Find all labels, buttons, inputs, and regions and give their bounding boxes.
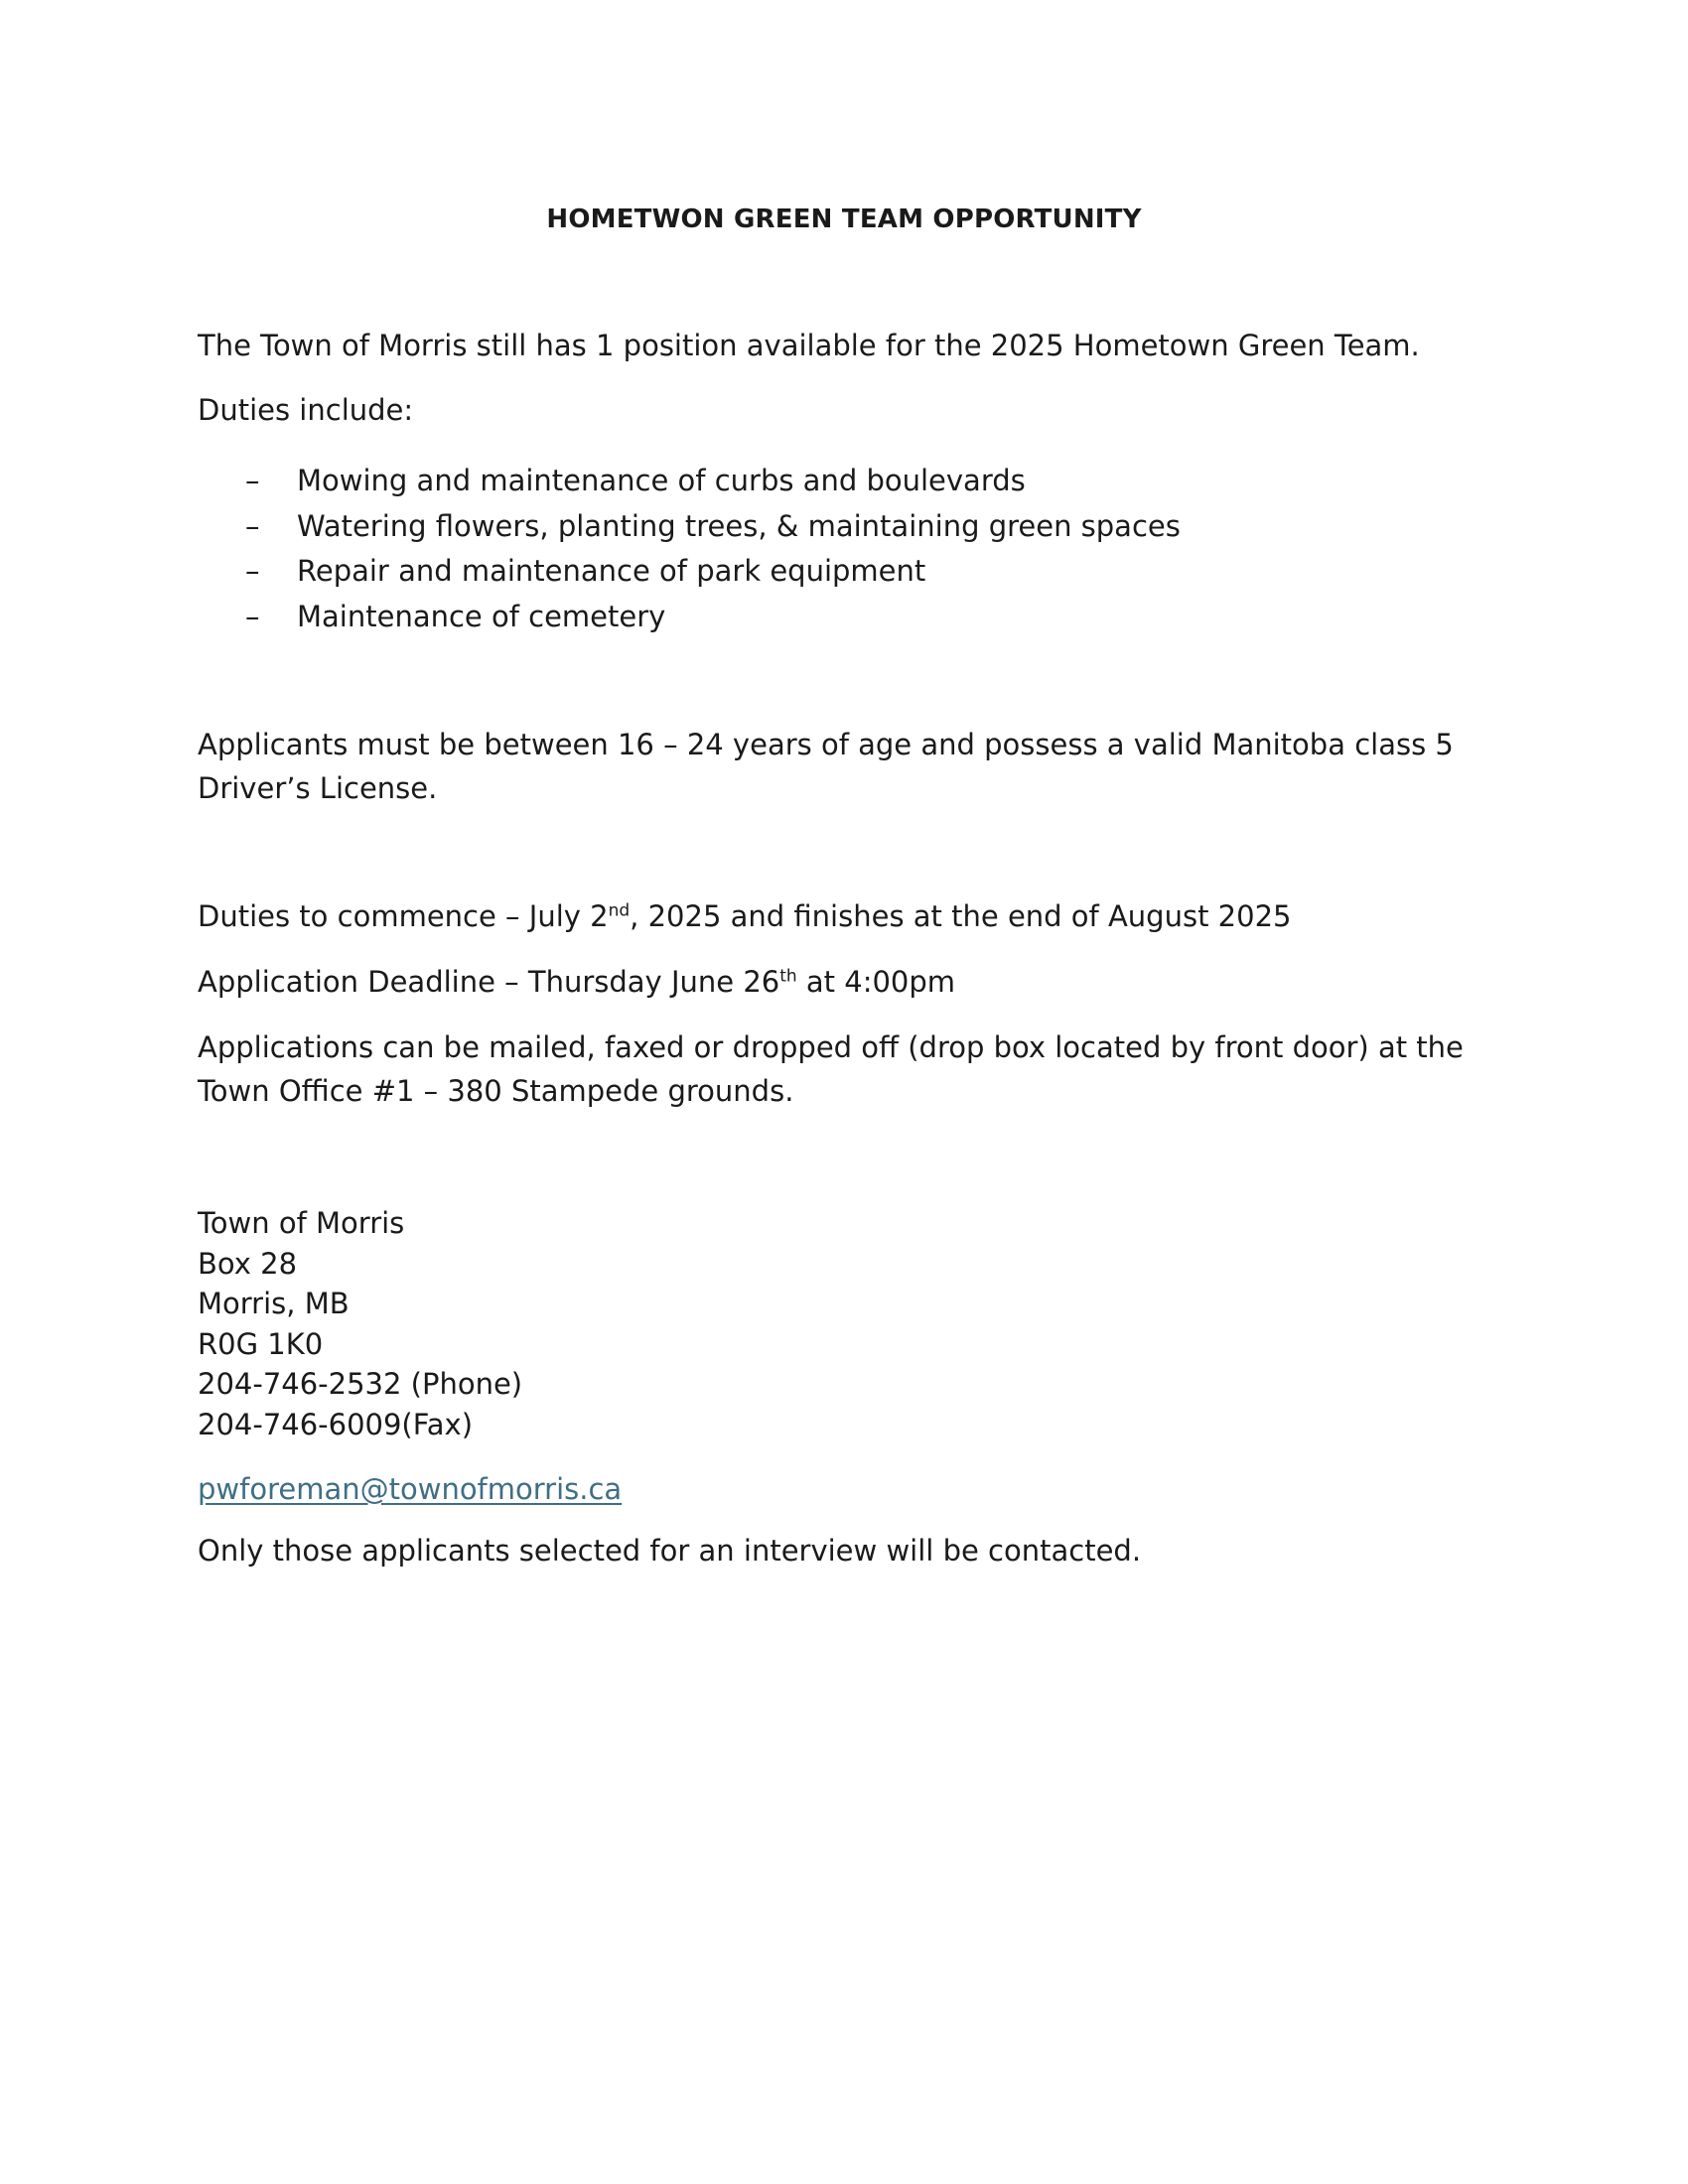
address-block bbox=[198, 1203, 522, 1444]
email-link[interactable]: pwforeman@townofmorris.ca bbox=[198, 1472, 623, 1506]
duties-list bbox=[245, 459, 1181, 639]
address-postal-code: R0G 1K0 bbox=[198, 1326, 324, 1361]
duty-text: Watering flowers, planting trees, & maintaining green spaces bbox=[297, 508, 1181, 543]
page-title: HOMETWON GREEN TEAM OPPORTUNITY bbox=[546, 205, 1142, 234]
duty-text: Maintenance of cemetery bbox=[297, 599, 666, 633]
list-item bbox=[245, 459, 1181, 504]
address-city: Morris, MB bbox=[198, 1287, 350, 1320]
list-item bbox=[245, 504, 1181, 550]
bullet-dash: – bbox=[245, 464, 260, 497]
submission-paragraph: Applications can be mailed, faxed or dropped off (drop box located by front door) at the Town Office #1 – 380 Stampede grounds. bbox=[198, 1030, 1464, 1108]
deadline-text-start: Application Deadline – Thursday June 26 bbox=[198, 965, 780, 999]
commence-ordinal-suffix: nd bbox=[608, 900, 631, 921]
closing-paragraph: Only those applicants selected for an interview will be contacted. bbox=[198, 1534, 1142, 1568]
address-fax: 204-746-6009(Fax) bbox=[198, 1407, 474, 1441]
commence-text-end: , 2025 and finishes at the end of August 2025 bbox=[630, 899, 1292, 933]
address-box: Box 28 bbox=[198, 1246, 298, 1281]
address-phone: 204-746-2532 (Phone) bbox=[198, 1367, 523, 1401]
bullet-dash: – bbox=[245, 554, 260, 588]
list-item bbox=[245, 595, 1181, 640]
deadline-text-end: at 4:00pm bbox=[796, 965, 956, 999]
address-name: Town of Morris bbox=[198, 1206, 405, 1240]
commence-paragraph bbox=[198, 894, 1508, 938]
bullet-dash: – bbox=[245, 508, 260, 543]
requirements-paragraph: Applicants must be between 16 – 24 years of age and possess a valid Manitoba class 5 Driver’s License. bbox=[198, 728, 1454, 805]
duty-text: Mowing and maintenance of curbs and boulevards bbox=[297, 464, 1026, 497]
duty-text: Repair and maintenance of park equipment bbox=[297, 554, 926, 588]
intro-paragraph: The Town of Morris still has 1 position available for the 2025 Hometown Green Team. bbox=[198, 329, 1420, 362]
deadline-ordinal-suffix: th bbox=[779, 966, 797, 987]
list-item bbox=[245, 549, 1181, 595]
commence-text-start: Duties to commence – July 2 bbox=[198, 899, 609, 933]
deadline-paragraph bbox=[198, 960, 1508, 1004]
bullet-dash: – bbox=[245, 599, 260, 633]
duties-heading: Duties include: bbox=[198, 393, 414, 427]
